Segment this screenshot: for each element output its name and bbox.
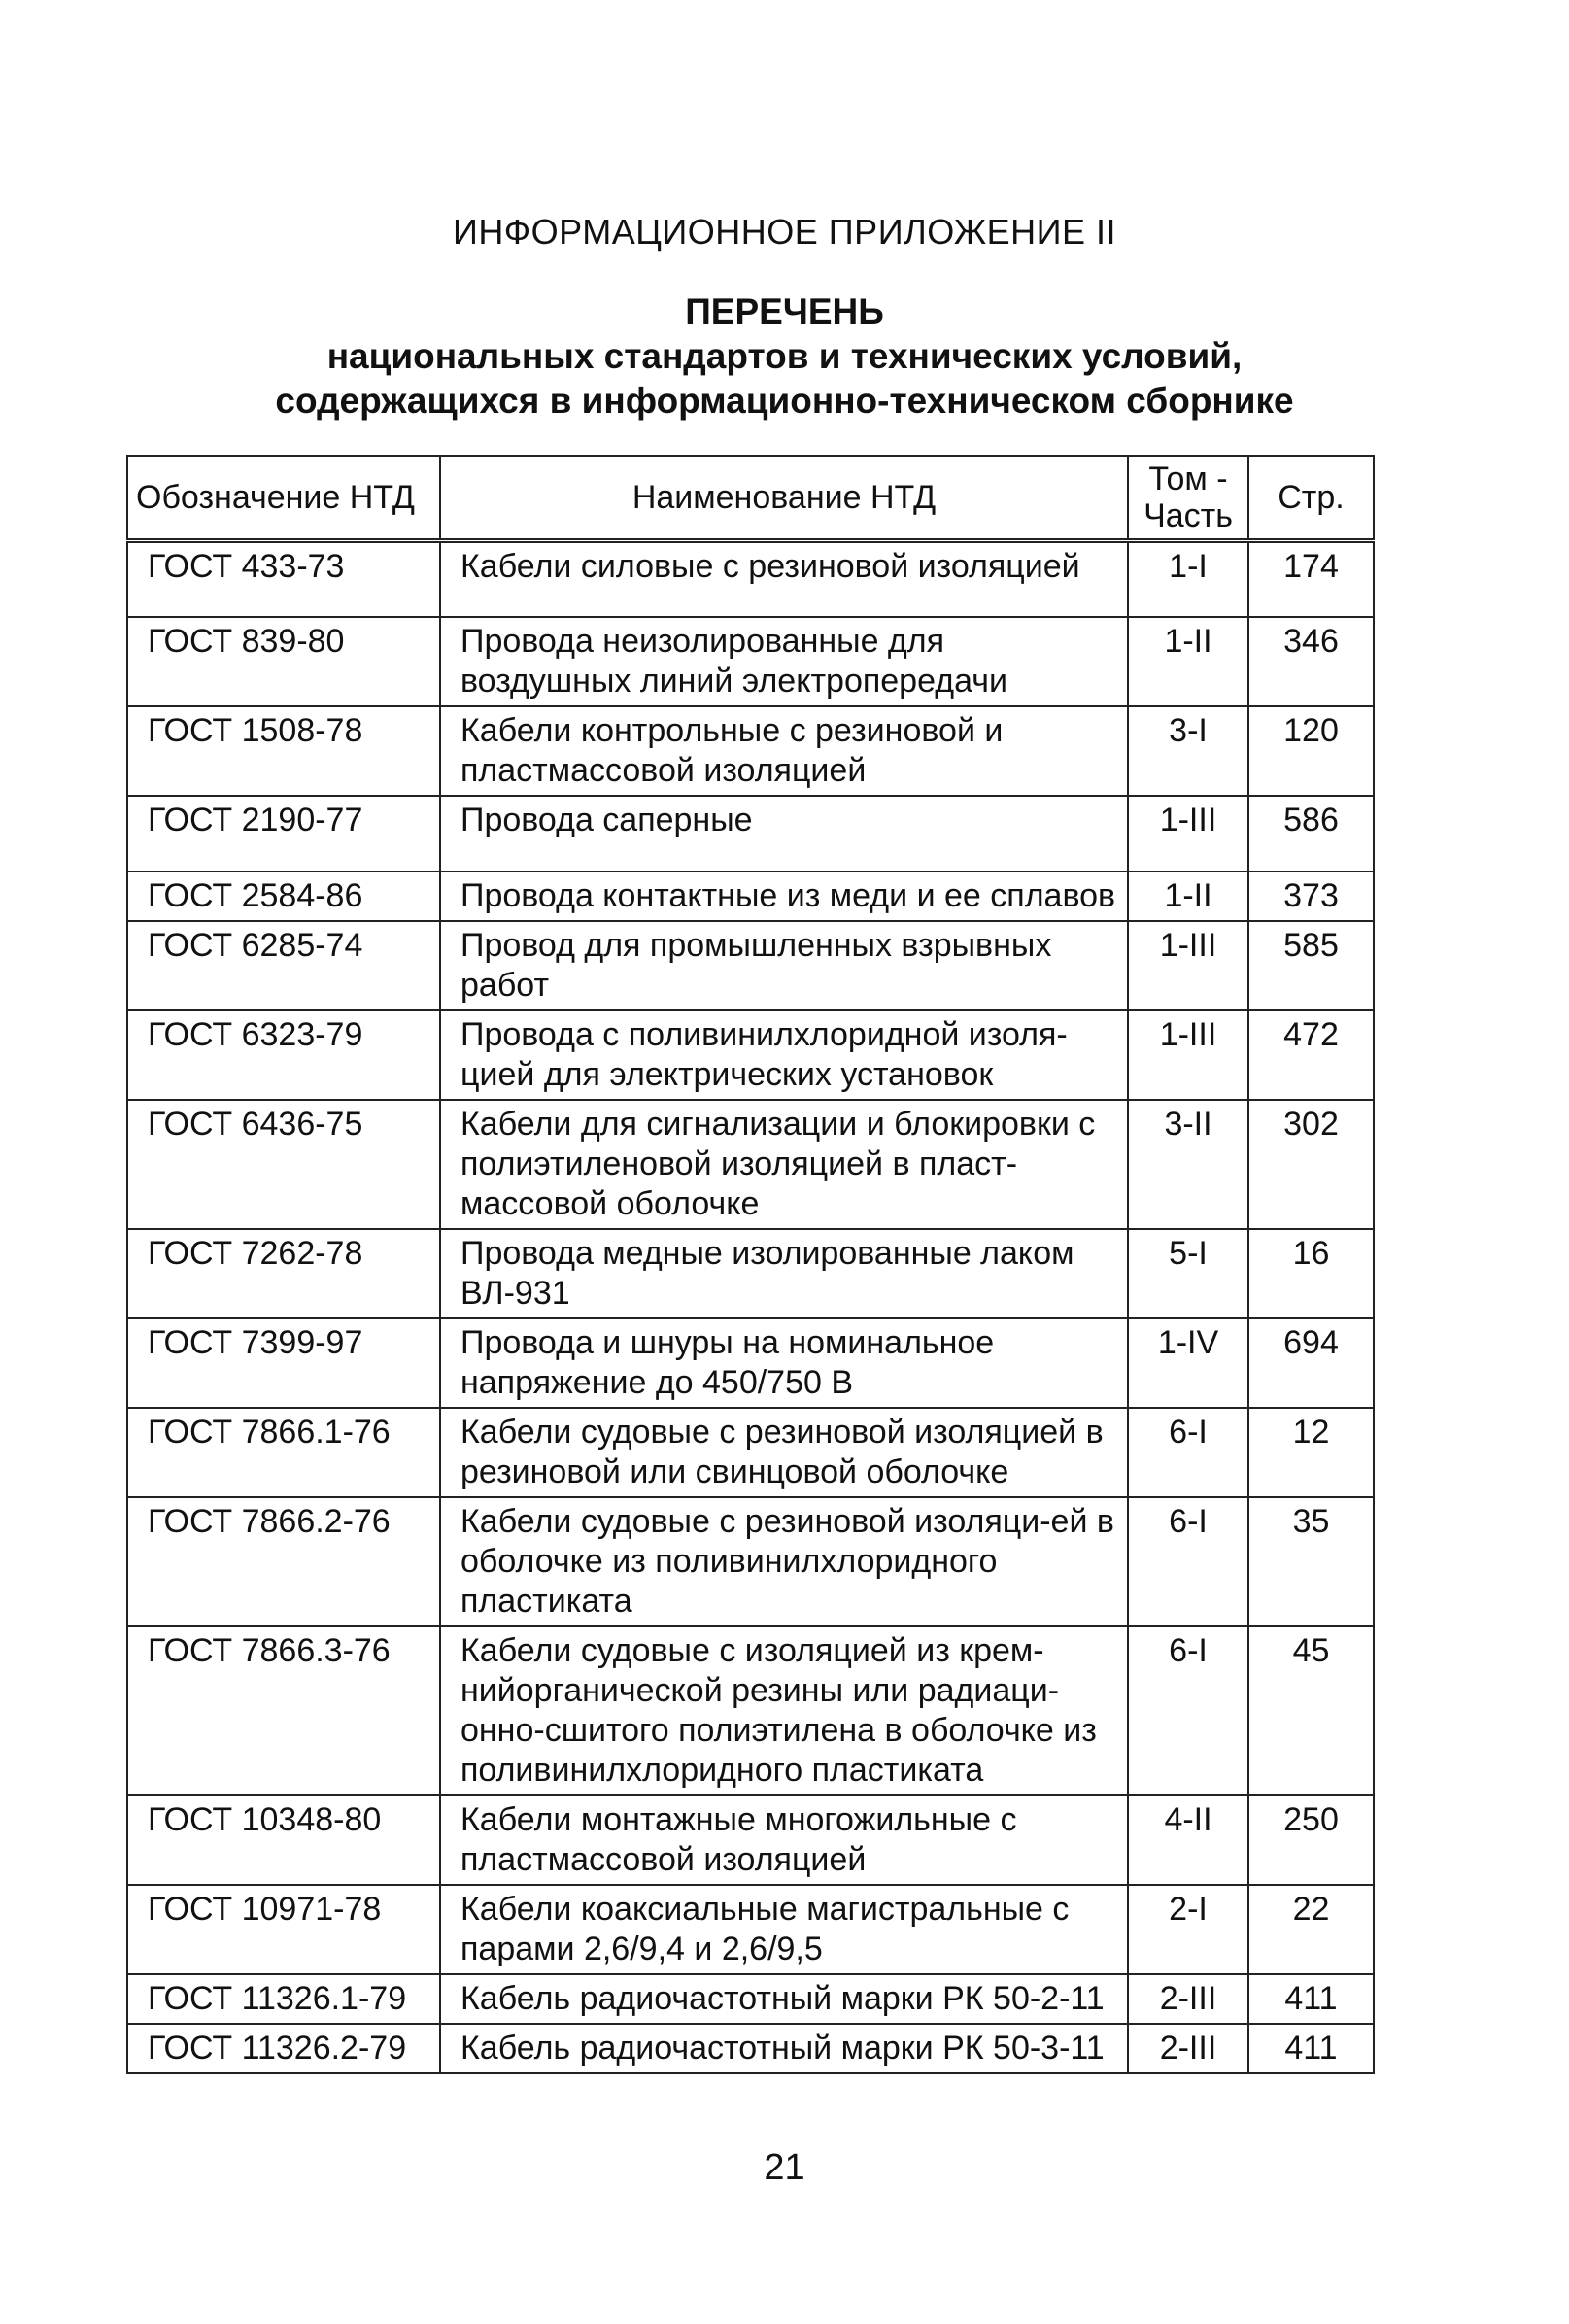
cell-name: Провода саперные [440,796,1128,872]
list-title-subtitle-line1: национальных стандартов и технических условий, [326,336,1243,376]
cell-page: 585 [1248,921,1374,1010]
cell-page: 694 [1248,1318,1374,1408]
cell-code: ГОСТ 6436-75 [127,1100,440,1229]
cell-page: 120 [1248,706,1374,796]
cell-page: 411 [1248,2024,1374,2073]
cell-page: 250 [1248,1795,1374,1885]
cell-name: Кабели монтажные многожильные с пластмассовой изоляцией [440,1795,1128,1885]
cell-volume: 2-I [1128,1885,1248,1974]
list-title [0,290,1569,424]
cell-code: ГОСТ 10348-80 [127,1795,440,1885]
cell-name: Кабели судовые с резиновой изоляци-ей в оболочке из поливинилхлоридного пластиката [440,1497,1128,1626]
cell-code: ГОСТ 11326.1-79 [127,1974,440,2024]
cell-code: ГОСТ 2190-77 [127,796,440,872]
cell-volume: 1-I [1128,541,1248,617]
cell-code: ГОСТ 2584-86 [127,872,440,921]
table-row [127,1974,1374,2024]
header-name: Наименование НТД [440,456,1128,541]
cell-name: Провода с поливинилхлоридной изоля-цией для электрических установок [440,1010,1128,1100]
cell-code: ГОСТ 10971-78 [127,1885,440,1974]
cell-code: ГОСТ 6323-79 [127,1010,440,1100]
cell-volume: 6-I [1128,1626,1248,1795]
standards-table [126,455,1375,2074]
cell-volume: 2-III [1128,1974,1248,2024]
cell-volume: 1-II [1128,617,1248,706]
cell-volume: 4-II [1128,1795,1248,1885]
appendix-title: ИНФОРМАЦИОННОЕ ПРИЛОЖЕНИЕ II [452,212,1117,252]
cell-page: 302 [1248,1100,1374,1229]
table-row [127,1010,1374,1100]
table-row [127,796,1374,872]
cell-code: ГОСТ 7866.1-76 [127,1408,440,1497]
cell-name: Провод для промышленных взрывных работ [440,921,1128,1010]
header-page: Стр. [1248,456,1374,541]
cell-name: Кабели коаксиальные магистральные с парами 2,6/9,4 и 2,6/9,5 [440,1885,1128,1974]
cell-page: 586 [1248,796,1374,872]
cell-page: 174 [1248,541,1374,617]
cell-volume: 1-III [1128,1010,1248,1100]
cell-name: Провода контактные из меди и ее сплавов [440,872,1128,921]
cell-page: 12 [1248,1408,1374,1497]
header-volume [1128,456,1248,541]
header-volume-line2: Часть [1143,497,1233,534]
table-row [127,617,1374,706]
cell-code: ГОСТ 839-80 [127,617,440,706]
table-row [127,1408,1374,1497]
table-row [127,1795,1374,1885]
cell-page: 45 [1248,1626,1374,1795]
cell-name: Кабели силовые с резиновой изоляцией [440,541,1128,617]
table-row [127,706,1374,796]
cell-volume: 1-III [1128,796,1248,872]
cell-volume: 1-IV [1128,1318,1248,1408]
cell-code: ГОСТ 7399-97 [127,1318,440,1408]
cell-code: ГОСТ 7262-78 [127,1229,440,1318]
table-row [127,1626,1374,1795]
cell-volume: 5-I [1128,1229,1248,1318]
table-row [127,1318,1374,1408]
table-row [127,2024,1374,2073]
table-row [127,541,1374,617]
cell-name: Провода медные изолированные лаком ВЛ-931 [440,1229,1128,1318]
cell-name: Провода неизолированные для воздушных линий электропередачи [440,617,1128,706]
cell-volume: 3-I [1128,706,1248,796]
cell-name: Кабель радиочастотный марки РК 50-3-11 [440,2024,1128,2073]
table-row [127,872,1374,921]
page-number: 21 [764,2147,805,2188]
cell-page: 22 [1248,1885,1374,1974]
table-header-row [127,456,1374,541]
list-title-heading: ПЕРЕЧЕНЬ [685,291,884,331]
table-row [127,921,1374,1010]
table-row [127,1497,1374,1626]
cell-page: 411 [1248,1974,1374,2024]
list-title-subtitle-line2: содержащихся в информационно-техническом сборнике [275,381,1294,421]
table-row [127,1885,1374,1974]
cell-page: 472 [1248,1010,1374,1100]
header-volume-line1: Том - [1148,461,1228,497]
cell-code: ГОСТ 1508-78 [127,706,440,796]
table-row [127,1229,1374,1318]
cell-name: Кабели судовые с изоляцией из крем-нийорганической резины или радиаци-онно-сшитого полиэтилена в оболочке из поливинилхлоридного пластиката [440,1626,1128,1795]
cell-volume: 1-III [1128,921,1248,1010]
cell-code: ГОСТ 11326.2-79 [127,2024,440,2073]
cell-page: 373 [1248,872,1374,921]
cell-code: ГОСТ 7866.3-76 [127,1626,440,1795]
cell-volume: 6-I [1128,1497,1248,1626]
cell-page: 16 [1248,1229,1374,1318]
cell-volume: 6-I [1128,1408,1248,1497]
cell-page: 35 [1248,1497,1374,1626]
cell-name: Провода и шнуры на номинальное напряжение до 450/750 В [440,1318,1128,1408]
cell-name: Кабель радиочастотный марки РК 50-2-11 [440,1974,1128,2024]
cell-volume: 1-II [1128,872,1248,921]
cell-code: ГОСТ 7866.2-76 [127,1497,440,1626]
table-row [127,1100,1374,1229]
header-code: Обозначение НТД [127,456,440,541]
cell-name: Кабели судовые с резиновой изоляцией в резиновой или свинцовой оболочке [440,1408,1128,1497]
cell-page: 346 [1248,617,1374,706]
cell-volume: 3-II [1128,1100,1248,1229]
cell-code: ГОСТ 6285-74 [127,921,440,1010]
cell-name: Кабели контрольные с резиновой и пластмассовой изоляцией [440,706,1128,796]
cell-volume: 2-III [1128,2024,1248,2073]
cell-name: Кабели для сигнализации и блокировки с полиэтиленовой изоляцией в пласт-массовой оболочке [440,1100,1128,1229]
cell-code: ГОСТ 433-73 [127,541,440,617]
